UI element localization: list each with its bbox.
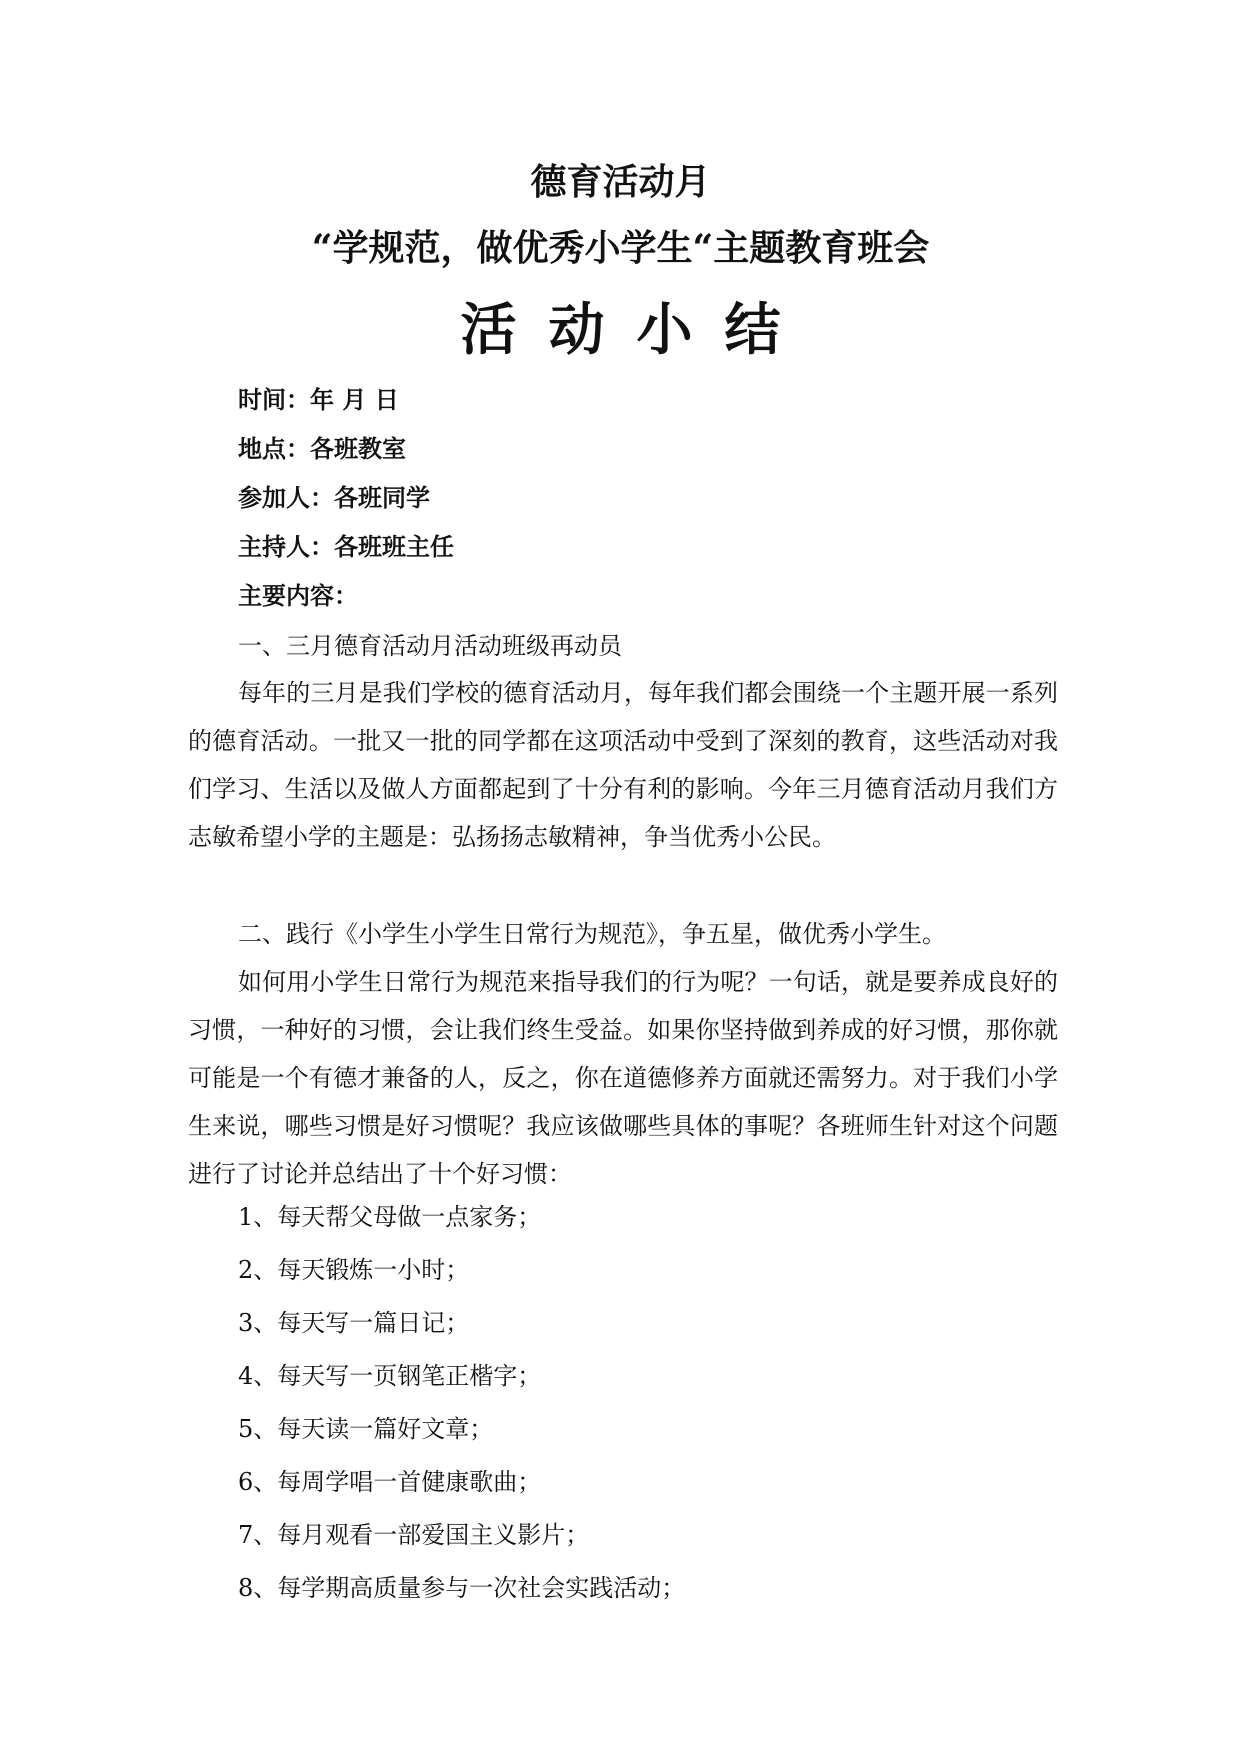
habit-item: 1、每天帮父母做一点家务； [238,1203,542,1231]
meta-time [238,384,399,416]
meta-participants [238,482,430,514]
meta-content-label: 主要内容： [238,582,358,610]
habit-item: 3、每天写一篇日记； [238,1309,470,1337]
meta-host-label: 主持人： [238,533,334,561]
habit-item: 5、每天读一篇好文章； [238,1415,494,1443]
meta-host-value: 各班班主任 [334,533,454,561]
document-title-main: 活动小结 [460,298,813,363]
habit-item: 2、每天锻炼一小时； [238,1256,470,1284]
habit-item: 8、每学期高质量参与一次社会实践活动； [238,1574,686,1602]
meta-place [238,433,406,465]
meta-host [238,531,454,563]
meta-time-label: 时间： [238,386,310,414]
meta-place-value: 各班教室 [310,435,406,463]
document-title-line1: 德育活动月 [530,161,711,203]
section2-heading: 二、践行《小学生小学生日常行为规范》，争五星，做优秀小学生。 [238,920,946,948]
section1-heading: 一、三月德育活动月活动班级再动员 [238,632,622,660]
meta-participants-value: 各班同学 [334,484,430,512]
meta-time-value: 年 月 日 [310,386,399,414]
habit-item: 6、每周学唱一首健康歌曲； [238,1468,542,1496]
habit-item: 7、每月观看一部爱国主义影片； [238,1521,590,1549]
section2-paragraph: 如何用小学生日常行为规范来指导我们的行为呢？一句话，就是要养成良好的习惯，一种好的习惯，会让我们终生受益。如果你坚持做到养成的好习惯，那你就可能是一个有德才兼备的人，反之，你在道德修养方面就还需努力。对于我们小学生来说，哪些习惯是好习惯呢？我应该做哪些具体的事呢？各班师生针对这个问题进行了讨论并总结出了十个好习惯： [188,968,1058,1188]
meta-participants-label: 参加人： [238,484,334,512]
section1-paragraph: 每年的三月是我们学校的德育活动月，每年我们都会围绕一个主题开展一系列的德育活动。一批又一批的同学都在这项活动中受到了深刻的教育，这些活动对我们学习、生活以及做人方面都起到了十分有利的影响。今年三月德育活动月我们方志敏希望小学的主题是：弘扬扬志敏精神，争当优秀小公民。 [188,679,1058,851]
document-title-line2: “学规范，做优秀小学生“主题教育班会 [311,227,930,269]
habit-item: 4、每天写一页钢笔正楷字； [238,1362,542,1390]
meta-place-label: 地点： [238,435,310,463]
